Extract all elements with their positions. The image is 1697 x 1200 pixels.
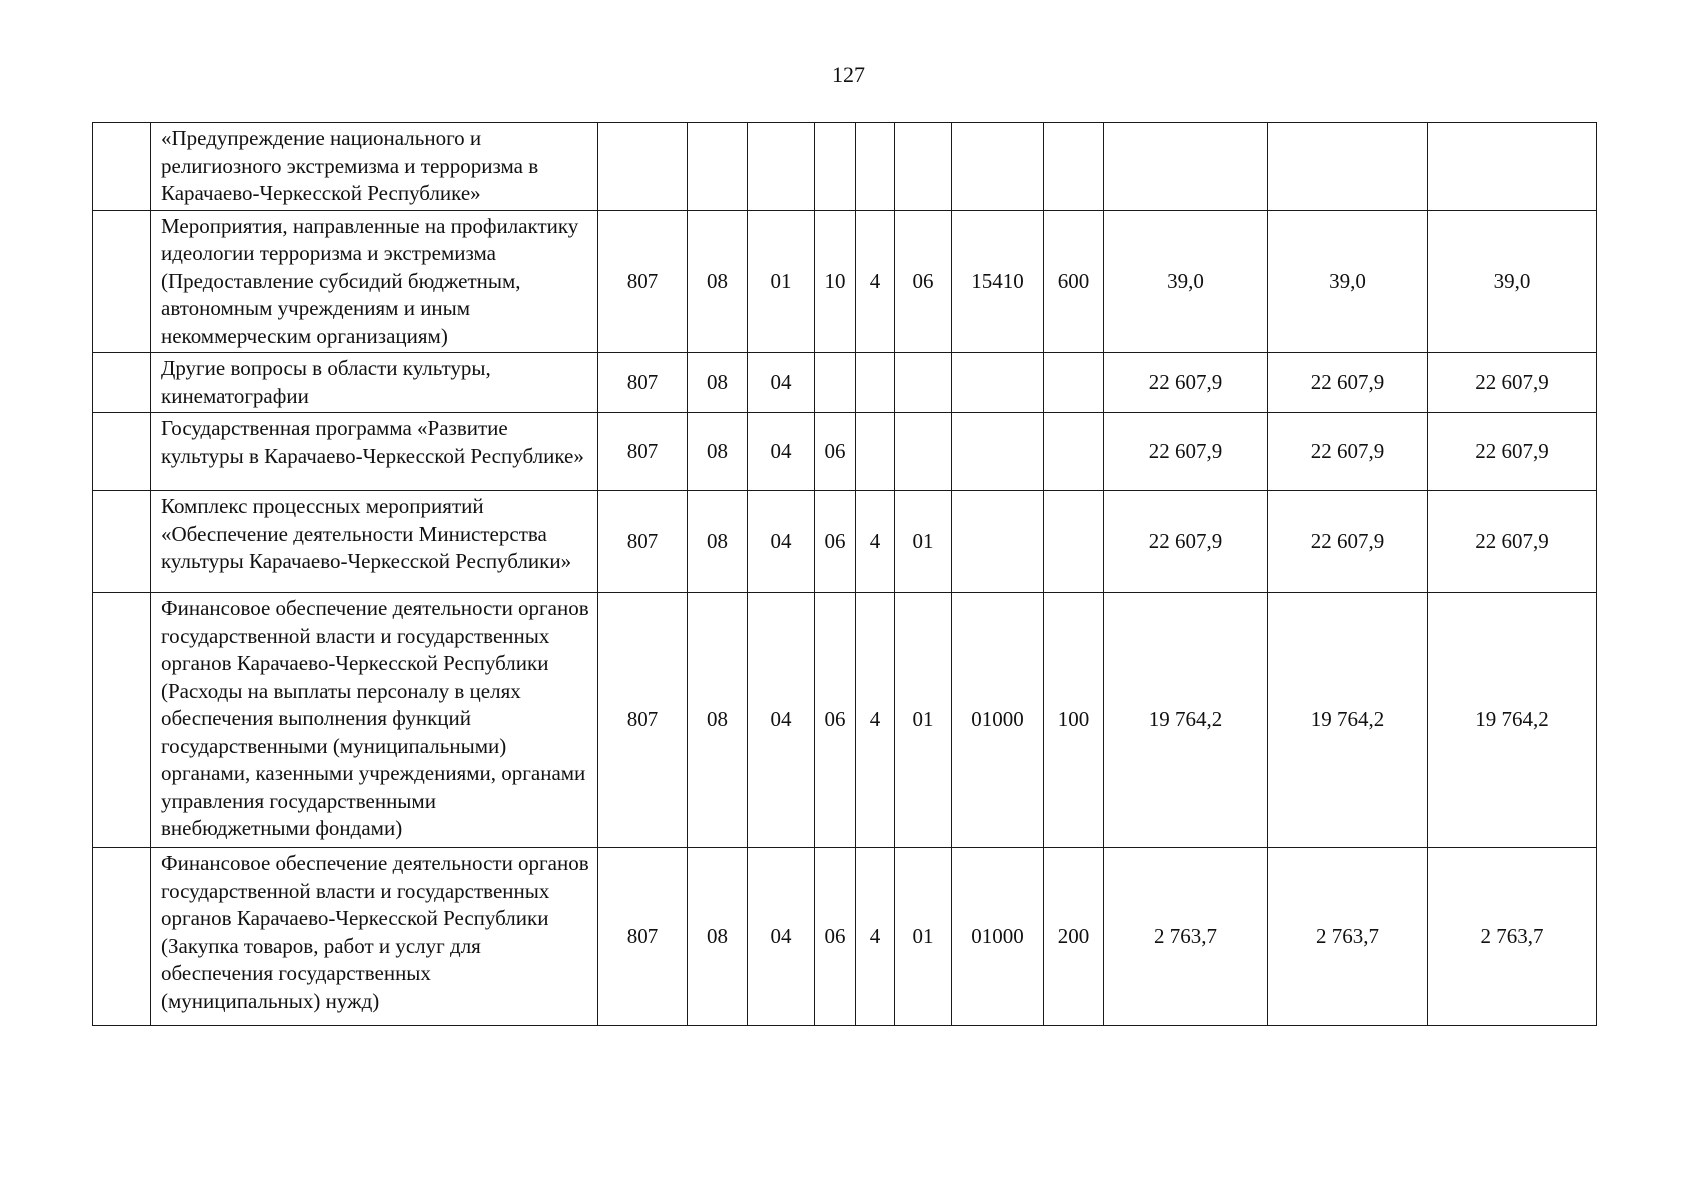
row-index-cell	[93, 413, 151, 491]
direction-code: 15410	[952, 210, 1044, 353]
subsection-code: 04	[748, 413, 815, 491]
subprogram-type-code: 4	[856, 491, 895, 593]
subprogram-type-code	[856, 353, 895, 413]
direction-code	[952, 123, 1044, 211]
expense-type-code: 200	[1044, 848, 1104, 1026]
expense-type-code	[1044, 123, 1104, 211]
subsection-code	[748, 123, 815, 211]
gr-code: 807	[598, 413, 688, 491]
table-row	[93, 491, 1597, 593]
subsection-code: 01	[748, 210, 815, 353]
program-code	[815, 123, 856, 211]
subprogram-type-code	[856, 413, 895, 491]
gr-code: 807	[598, 593, 688, 848]
direction-code: 01000	[952, 593, 1044, 848]
table-row	[93, 210, 1597, 353]
program-code: 06	[815, 413, 856, 491]
amount-year-3: 22 607,9	[1428, 353, 1597, 413]
subprogram-type-code	[856, 123, 895, 211]
row-index-cell	[93, 848, 151, 1026]
event-code	[895, 413, 952, 491]
table-row	[93, 353, 1597, 413]
section-code: 08	[688, 848, 748, 1026]
row-name: Финансовое обеспечение деятельности органов государственной власти и государственных органов Карачаево-Черкесской Республики (Расходы на выплаты персоналу в целях обеспечения выполнения функций государственными (муниципальными) органами, казенными учреждениями, органами управления государственными внебюджетными фондами)	[151, 593, 598, 848]
table-row	[93, 848, 1597, 1026]
row-index-cell	[93, 593, 151, 848]
amount-year-1: 39,0	[1104, 210, 1268, 353]
event-code: 06	[895, 210, 952, 353]
subsection-code: 04	[748, 491, 815, 593]
amount-year-3: 22 607,9	[1428, 413, 1597, 491]
direction-code	[952, 491, 1044, 593]
table-row	[93, 593, 1597, 848]
direction-code: 01000	[952, 848, 1044, 1026]
event-code	[895, 123, 952, 211]
subprogram-type-code: 4	[856, 848, 895, 1026]
subprogram-type-code: 4	[856, 210, 895, 353]
row-name: Финансовое обеспечение деятельности органов государственной власти и государственных органов Карачаево-Черкесской Республики (Закупка товаров, работ и услуг для обеспечения государственных (муниципальных) нужд)	[151, 848, 598, 1026]
expense-type-code: 600	[1044, 210, 1104, 353]
program-code: 06	[815, 593, 856, 848]
expense-type-code	[1044, 491, 1104, 593]
direction-code	[952, 413, 1044, 491]
program-code: 10	[815, 210, 856, 353]
section-code: 08	[688, 593, 748, 848]
amount-year-1: 2 763,7	[1104, 848, 1268, 1026]
amount-year-2: 22 607,9	[1268, 413, 1428, 491]
program-code: 06	[815, 848, 856, 1026]
budget-table	[92, 122, 1597, 1026]
amount-year-1: 22 607,9	[1104, 353, 1268, 413]
row-index-cell	[93, 210, 151, 353]
page-number: 127	[832, 62, 865, 87]
program-code: 06	[815, 491, 856, 593]
amount-year-3: 39,0	[1428, 210, 1597, 353]
gr-code	[598, 123, 688, 211]
amount-year-2: 19 764,2	[1268, 593, 1428, 848]
amount-year-3: 19 764,2	[1428, 593, 1597, 848]
gr-code: 807	[598, 210, 688, 353]
section-code: 08	[688, 210, 748, 353]
expense-type-code	[1044, 353, 1104, 413]
row-name: Комплекс процессных мероприятий «Обеспечение деятельности Министерства культуры Карачаево-Черкесской Республики»	[151, 491, 598, 593]
section-code: 08	[688, 353, 748, 413]
gr-code: 807	[598, 353, 688, 413]
section-code	[688, 123, 748, 211]
amount-year-3	[1428, 123, 1597, 211]
section-code: 08	[688, 491, 748, 593]
row-name: «Предупреждение национального и религиозного экстремизма и терроризма в Карачаево-Черкесской Республике»	[151, 123, 598, 211]
expense-type-code	[1044, 413, 1104, 491]
expense-type-code: 100	[1044, 593, 1104, 848]
event-code	[895, 353, 952, 413]
amount-year-1: 19 764,2	[1104, 593, 1268, 848]
gr-code: 807	[598, 848, 688, 1026]
amount-year-3: 2 763,7	[1428, 848, 1597, 1026]
row-index-cell	[93, 353, 151, 413]
row-name: Другие вопросы в области культуры, кинематографии	[151, 353, 598, 413]
row-index-cell	[93, 123, 151, 211]
amount-year-1: 22 607,9	[1104, 491, 1268, 593]
row-name: Государственная программа «Развитие культуры в Карачаево-Черкесской Республике»	[151, 413, 598, 491]
program-code	[815, 353, 856, 413]
table-row	[93, 413, 1597, 491]
amount-year-1	[1104, 123, 1268, 211]
table-row	[93, 123, 1597, 211]
amount-year-2: 22 607,9	[1268, 491, 1428, 593]
subsection-code: 04	[748, 353, 815, 413]
direction-code	[952, 353, 1044, 413]
event-code: 01	[895, 848, 952, 1026]
amount-year-2: 22 607,9	[1268, 353, 1428, 413]
amount-year-3: 22 607,9	[1428, 491, 1597, 593]
row-index-cell	[93, 491, 151, 593]
event-code: 01	[895, 491, 952, 593]
amount-year-2: 39,0	[1268, 210, 1428, 353]
event-code: 01	[895, 593, 952, 848]
gr-code: 807	[598, 491, 688, 593]
amount-year-1: 22 607,9	[1104, 413, 1268, 491]
subsection-code: 04	[748, 593, 815, 848]
subsection-code: 04	[748, 848, 815, 1026]
amount-year-2	[1268, 123, 1428, 211]
amount-year-2: 2 763,7	[1268, 848, 1428, 1026]
subprogram-type-code: 4	[856, 593, 895, 848]
section-code: 08	[688, 413, 748, 491]
row-name: Мероприятия, направленные на профилактику идеологии терроризма и экстремизма (Предоставление субсидий бюджетным, автономным учреждениям и иным некоммерческим организациям)	[151, 210, 598, 353]
